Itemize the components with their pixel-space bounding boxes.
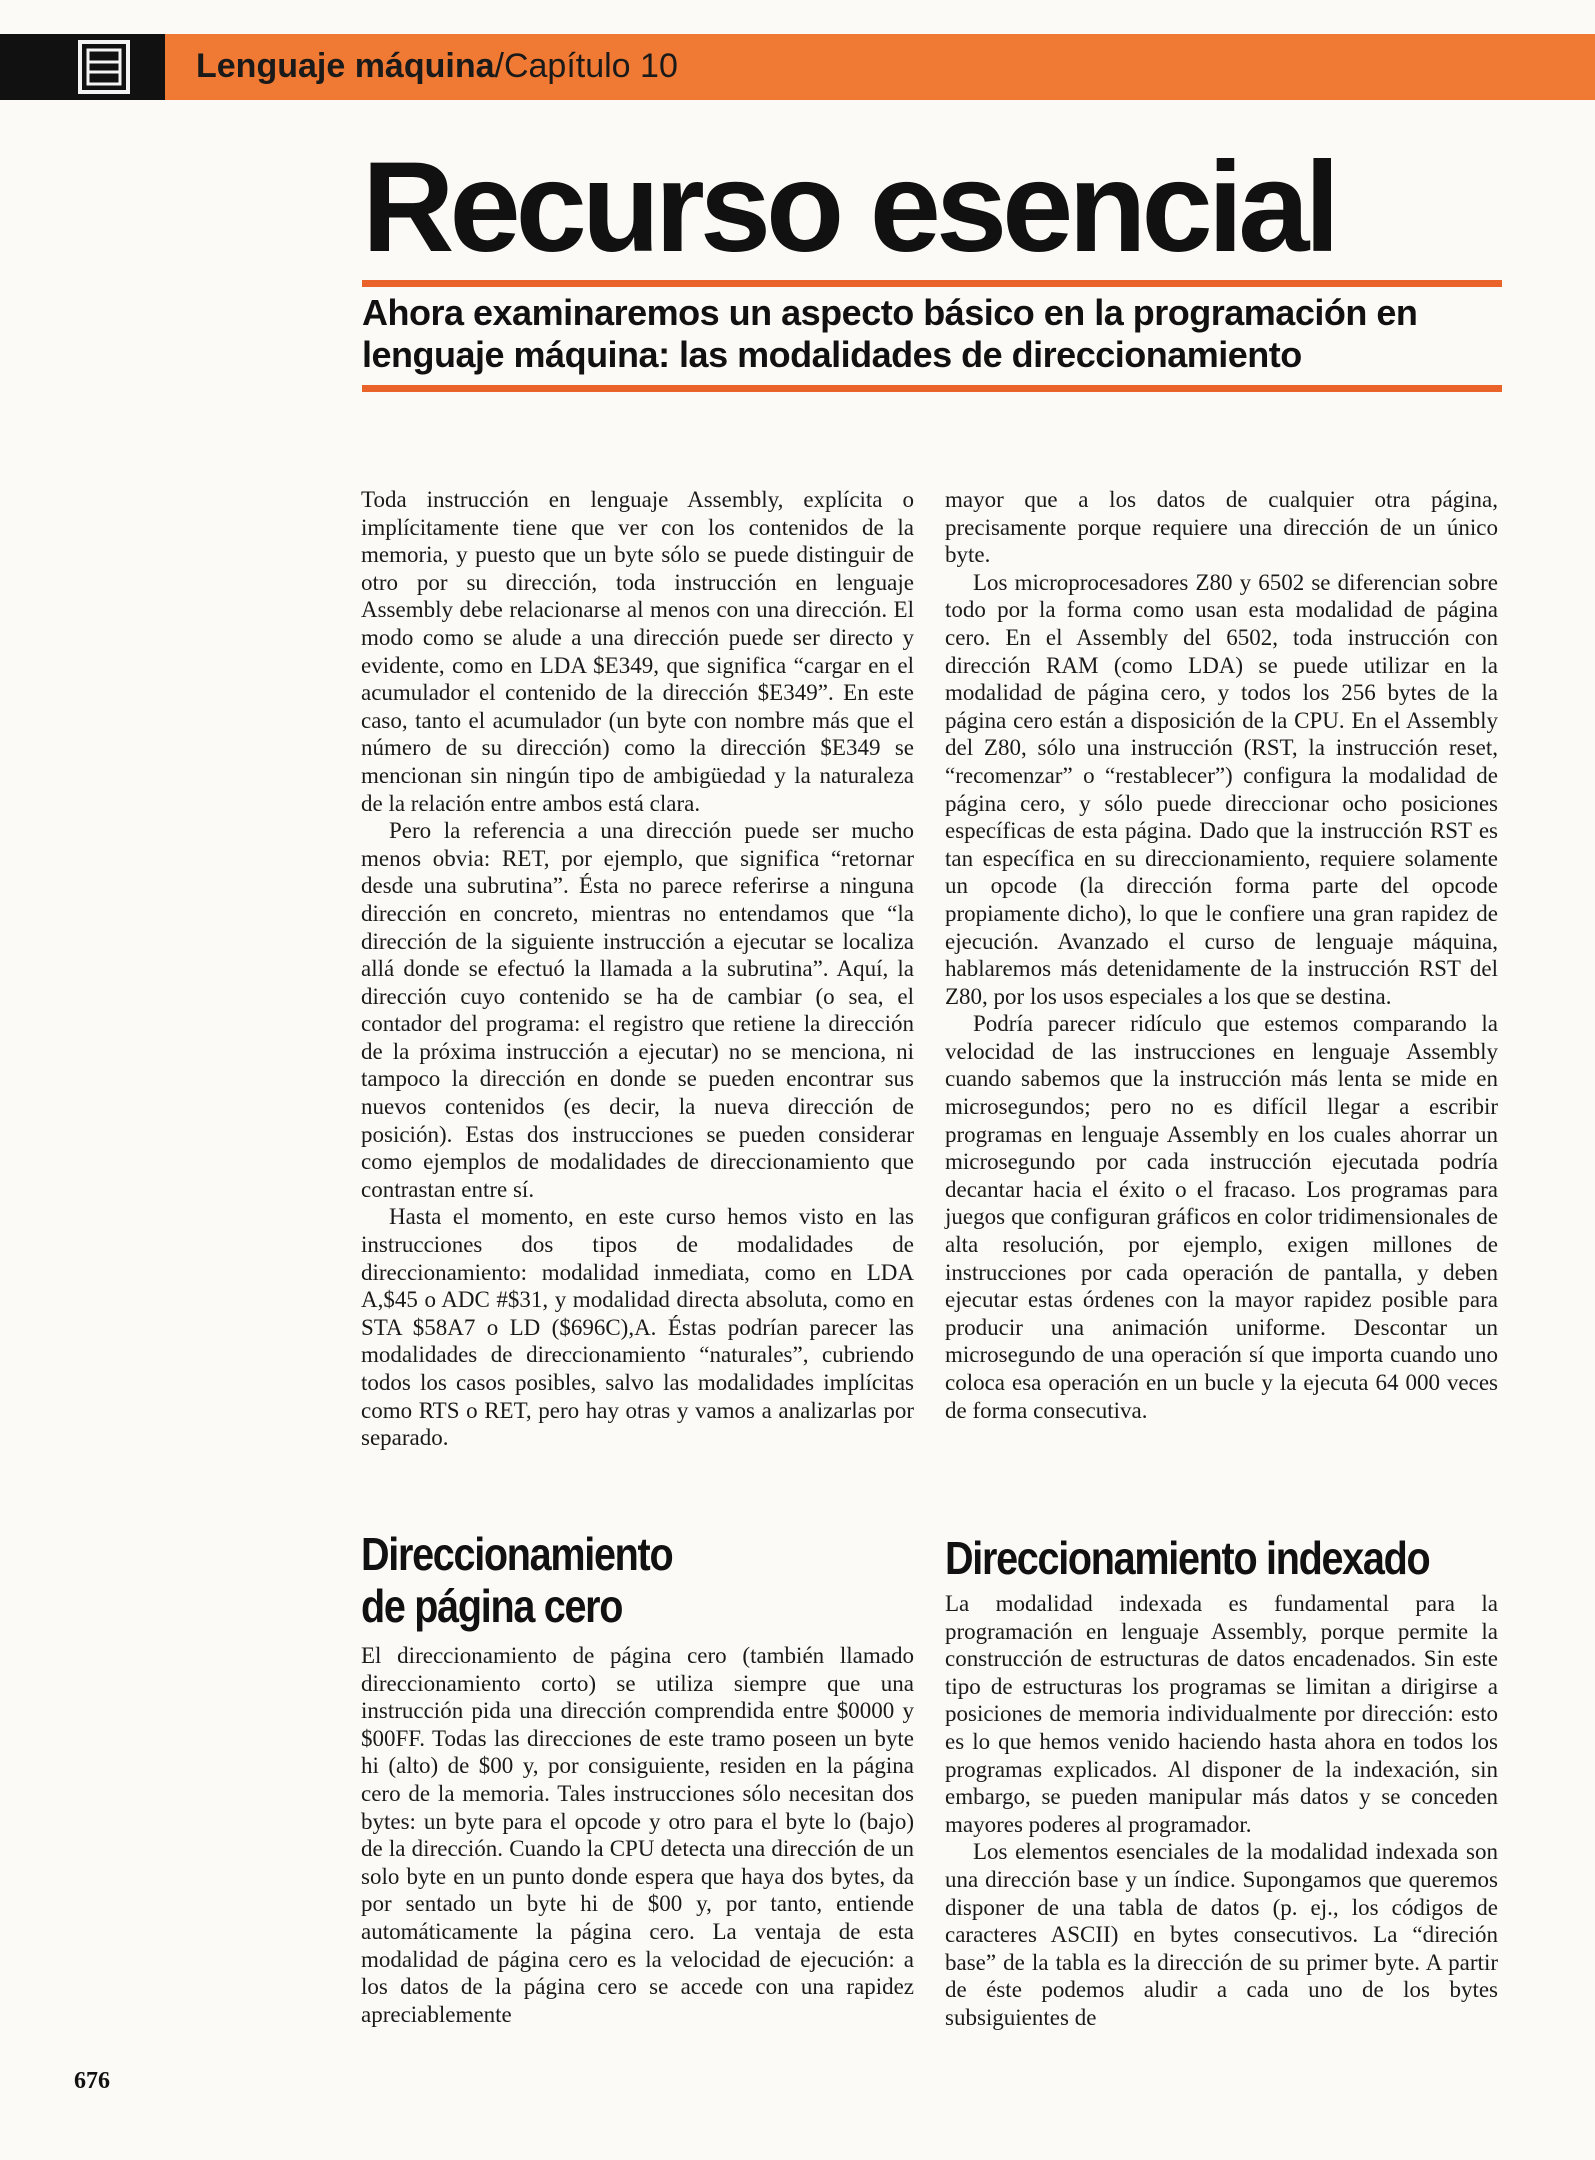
section-heading-line: Direccionamiento <box>361 1528 673 1580</box>
left-paragraph: Hasta el momento, en este curso hemos visto en las instrucciones dos tipos de modalidades de direccionamiento: modalidad inmediata, como en LDA A,$45 o ADC #$31, y modalidad directa absoluta, como en STA $58A7 o LD ($696C),A. Éstas podrían parecer las modalidades de direccionamiento “naturales”, cubriendo todos los casos posibles, salvo las modalidades implícitas como RTS o RET, pero hay otras y vamos a analizarlas por separado. <box>361 1204 914 1451</box>
left-column <box>361 486 914 1452</box>
page-subtitle: Ahora examinaremos un aspecto básico en la programación en lenguaje máquina: las modalidades de direccionamiento <box>362 292 1418 375</box>
right-paragraph: Los microprocesadores Z80 y 6502 se diferencian sobre todo por la forma como usan esta modalidad de página cero. En el Assembly del 6502, toda instrucción con dirección RAM (como LDA) se puede utilizar en la modalidad de página cero, y todos los 256 bytes de la página cero están a disposición de la CPU. En el Assembly del Z80, sólo una instrucción (RST, la instrucción reset, “recomenzar” o “restablecer”) configura la modalidad de página cero, y sólo puede direccionar ocho posiciones específicas de esta página. Dado que la instrucción RST es tan específica en su direccionamiento, requiere solamente un opcode (la dirección forma parte del opcode propiamente dicho), lo que le confiere una gran rapidez de ejecución. Avanzado el curso de lenguaje máquina, hablaremos más detenidamente de la instrucción RST del Z80, por los usos especiales a los que se destina. <box>945 569 1498 1009</box>
right-section-paragraph: La modalidad indexada es fundamental para la programación en lenguaje Assembly, porque permite la construcción de estructuras de datos encadenados. Sin este tipo de estructuras los programas se limitan a dirigirse a posiciones de memoria individualmente por dirección: esto es lo que hemos venido haciendo hasta ahora en todos los programas explicados. Al disponer de la indexación, sin embargo, se pueden manipular más datos y se conceden mayores poderes al programador. <box>945 1591 1498 1837</box>
right-paragraph: Podría parecer ridículo que estemos comparando la velocidad de las instrucciones en lenguaje Assembly cuando sabemos que la instrucción más lenta se mide en microsegundos; pero no es difícil llegar a escribir programas en lenguaje Assembly en los cuales ahorrar un microsegundo por cada instrucción ejecutada podría decantar hacia el éxito o el fracaso. Los programas para juegos que configuran gráficos en color tridimensionales de alta resolución, por ejemplo, exigen millones de instrucciones por cada operación de pantalla, y deben ejecutar estas órdenes con la mayor rapidez posible para producir una animación uniforme. Descontar un microsegundo de una operación sí que importa cuando uno coloca esa operación en un bucle y la ejecuta 64 000 veces de forma consecutiva. <box>945 1011 1498 1423</box>
left-section-paragraph: El direccionamiento de página cero (también llamado direccionamiento corto) se utiliza siempre que una instrucción pida una dirección comprendida entre $0000 y $00FF. Todas las direcciones de este tramo poseen un byte hi (alto) de $00 y, por consiguiente, residen en la página cero de la memoria. Tales instrucciones sólo necesitan dos bytes: un byte para el opcode y otro para el byte lo (bajo) de la dirección. Cuando la CPU detecta una dirección de un solo byte en un punto donde espera que haya dos bytes, da por sentado un byte hi de $00 y, por tanto, entiende automáticamente la página cero. La ventaja de esta modalidad de página cero es la velocidad de ejecución: a los datos de la página cero se accede con una rapidez apreciablemente <box>361 1643 914 2027</box>
right-section-paragraph: Los elementos esenciales de la modalidad indexada son una dirección base y un índice. Supongamos que queremos disponer de una tabla de datos (p. ej., los códigos de caracteres ASCII) en bytes consecutivos. La “direción base” de la tabla es la dirección de su primer byte. A partir de éste podemos aludir a cada uno de los bytes subsiguientes de <box>945 1839 1498 2030</box>
section-heading-zero-page <box>361 1528 837 1632</box>
header-series: Lenguaje máquina <box>196 47 495 85</box>
title-rule-top <box>362 280 1502 287</box>
left-paragraph: Toda instrucción en lenguaje Assembly, explícita o implícitamente tiene que ver con los contenidos de la memoria, y puesto que un byte sólo se puede distinguir de otro por su dirección, toda instrucción en lenguaje Assembly debe relacionarse al menos con una dirección. El modo como se alude a una dirección puede ser directo y evidente, como en LDA $E349, que significa “cargar en el acumulador el contenido de la dirección $E349”. En este caso, tanto el acumulador (un byte con nombre más que el número de su dirección) como la dirección $E349 se mencionan sin ningún tipo de ambigüedad y la naturaleza de la relación entre ambos está clara. <box>361 487 914 816</box>
header-chapter: /Capítulo 10 <box>494 47 678 85</box>
right-paragraph: mayor que a los datos de cualquier otra página, precisamente porque requiere una dirección de un único byte. <box>945 487 1498 568</box>
header-title <box>196 44 678 88</box>
page-title: Recurso esencial <box>362 136 1335 279</box>
left-section <box>361 1528 914 2028</box>
right-column <box>945 486 1498 1424</box>
title-rule-bottom <box>362 385 1502 392</box>
book-icon <box>78 40 130 94</box>
right-section <box>945 1532 1498 2032</box>
page-number: 676 <box>74 2068 110 2094</box>
section-heading-line: de página cero <box>361 1580 623 1632</box>
left-paragraph: Pero la referencia a una dirección puede ser mucho menos obvia: RET, por ejemplo, que significa “retornar desde una subrutina”. Ésta no parece referirse a ninguna dirección en concreto, mientras no entendamos que “la dirección de la siguiente instrucción a ejecutar se localiza allá donde se efectuó la llamada a la subrutina”. Aquí, la dirección cuyo contenido se ha de cambiar (o sea, el contador del programa: el registro que retiene la dirección de la próxima instrucción a ejecutar) no se menciona, ni tampoco la dirección en donde se pueden encontrar sus nuevos contenidos (es decir, la nueva dirección de posición). Estas dos instrucciones se pueden considerar como ejemplos de modalidades de direccionamiento que contrastan entre sí. <box>361 818 914 1202</box>
section-heading-indexed: Direccionamiento indexado <box>945 1532 1430 1584</box>
